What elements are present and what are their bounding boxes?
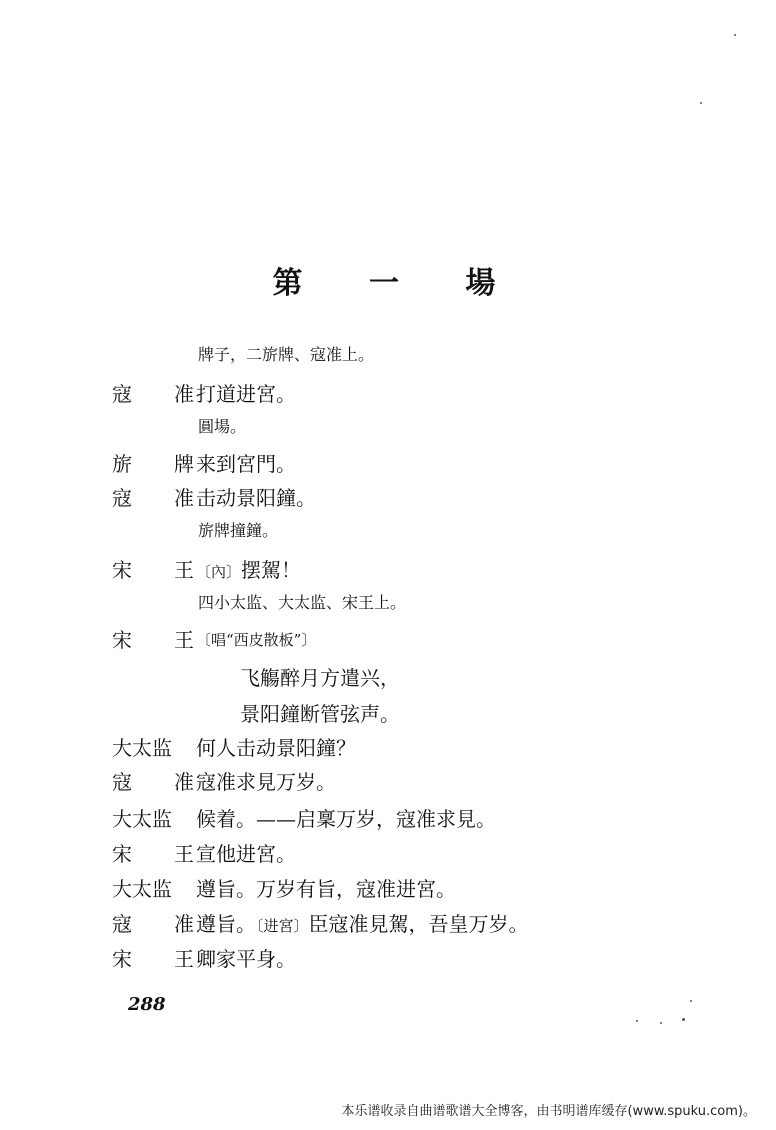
speech: 击动景阳鐘。 — [196, 485, 316, 510]
scan-speck — [660, 1022, 662, 1024]
speech-text: 遵旨。 — [196, 911, 256, 936]
scan-speck — [636, 1020, 638, 1022]
dialogue-line — [112, 480, 316, 512]
dialogue-line — [112, 871, 456, 903]
speaker-char: 大太监 — [112, 876, 172, 901]
speaker-char: 寇 — [112, 769, 132, 794]
speaker — [112, 554, 196, 583]
speech: 来到宮門。 — [196, 451, 296, 476]
speaker-char: 王 — [174, 841, 194, 866]
speaker — [112, 766, 196, 795]
speaker — [112, 448, 196, 477]
speaker-char: 王 — [174, 557, 194, 582]
speech: 打道进宮。 — [196, 381, 296, 406]
speaker — [112, 943, 196, 972]
dialogue-line — [112, 622, 316, 654]
speaker — [112, 873, 196, 902]
dialogue-line — [112, 376, 296, 408]
speaker-char: 宋 — [112, 841, 132, 866]
speaker-char: 王 — [174, 627, 194, 652]
speaker — [112, 378, 196, 407]
speaker-char: 寇 — [112, 911, 132, 936]
dialogue-line — [112, 552, 301, 584]
dialogue-line — [112, 764, 336, 796]
speaker — [112, 803, 196, 832]
speaker-char: 宋 — [112, 557, 132, 582]
stage-note: 〔唱“西皮散板”〕 — [196, 631, 317, 649]
speaker-char: 旂 — [112, 451, 132, 476]
sung-line: 飞觴醉月方遣兴， — [240, 666, 400, 690]
speaker — [112, 838, 196, 867]
speech — [196, 554, 301, 583]
scan-speck — [700, 102, 702, 104]
footer-note: 本乐谱收录自曲谱歌谱大全博客，由书明谱库缓存(www.spuku.com)。 — [341, 1104, 756, 1119]
speaker-char: 大太监 — [112, 806, 172, 831]
speech: 何人击动景阳鐘？ — [196, 735, 356, 760]
dialogue-line — [112, 941, 296, 973]
speaker-char: 大太监 — [112, 735, 172, 760]
speaker — [112, 482, 196, 511]
page-number: 288 — [128, 994, 166, 1015]
speaker-char: 寇 — [112, 381, 132, 406]
stage-direction: 圓場。 — [198, 417, 247, 436]
speaker — [112, 908, 196, 937]
speech: 卿家平身。 — [196, 946, 296, 971]
speaker-char: 准 — [174, 485, 194, 510]
dialogue-line — [112, 836, 296, 868]
speech-text: 臣寇准見駕，吾皇万岁。 — [308, 911, 529, 936]
speech-text: 摆駕！ — [241, 557, 302, 582]
scan-speck — [682, 1018, 685, 1021]
dialogue-line — [112, 730, 356, 762]
speaker-char: 准 — [174, 381, 194, 406]
speech: 候着。——启稟万岁，寇准求見。 — [196, 806, 496, 831]
sung-line: 景阳鐘断管弦声。 — [240, 702, 400, 726]
speaker-char: 宋 — [112, 946, 132, 971]
speaker-char: 王 — [174, 946, 194, 971]
page-title: 第 一 場 — [272, 266, 524, 301]
dialogue-line — [112, 801, 496, 833]
stage-direction: 牌子，二旂牌、寇准上。 — [198, 345, 375, 364]
stage-note: 〔进宮〕 — [256, 916, 309, 935]
dialogue-line — [112, 446, 296, 478]
dialogue-line — [112, 906, 529, 938]
scan-speck — [690, 1000, 692, 1002]
speaker — [112, 624, 196, 653]
speech: 寇准求見万岁。 — [196, 769, 336, 794]
stage-direction: 四小太监、大太监、宋王上。 — [198, 593, 407, 612]
speech: 遵旨。万岁有旨，寇准进宮。 — [196, 876, 456, 901]
stage-direction: 旂牌撞鐘。 — [198, 521, 279, 540]
scan-speck — [734, 34, 736, 36]
speaker — [112, 732, 196, 761]
speaker-char: 牌 — [174, 451, 194, 476]
speech — [196, 626, 316, 650]
speaker-char: 宋 — [112, 627, 132, 652]
speaker-char: 寇 — [112, 485, 132, 510]
speech — [196, 908, 529, 937]
speech: 宣他进宮。 — [196, 841, 296, 866]
stage-note: 〔內〕 — [196, 562, 242, 581]
speaker-char: 准 — [174, 911, 194, 936]
speaker-char: 准 — [174, 769, 194, 794]
